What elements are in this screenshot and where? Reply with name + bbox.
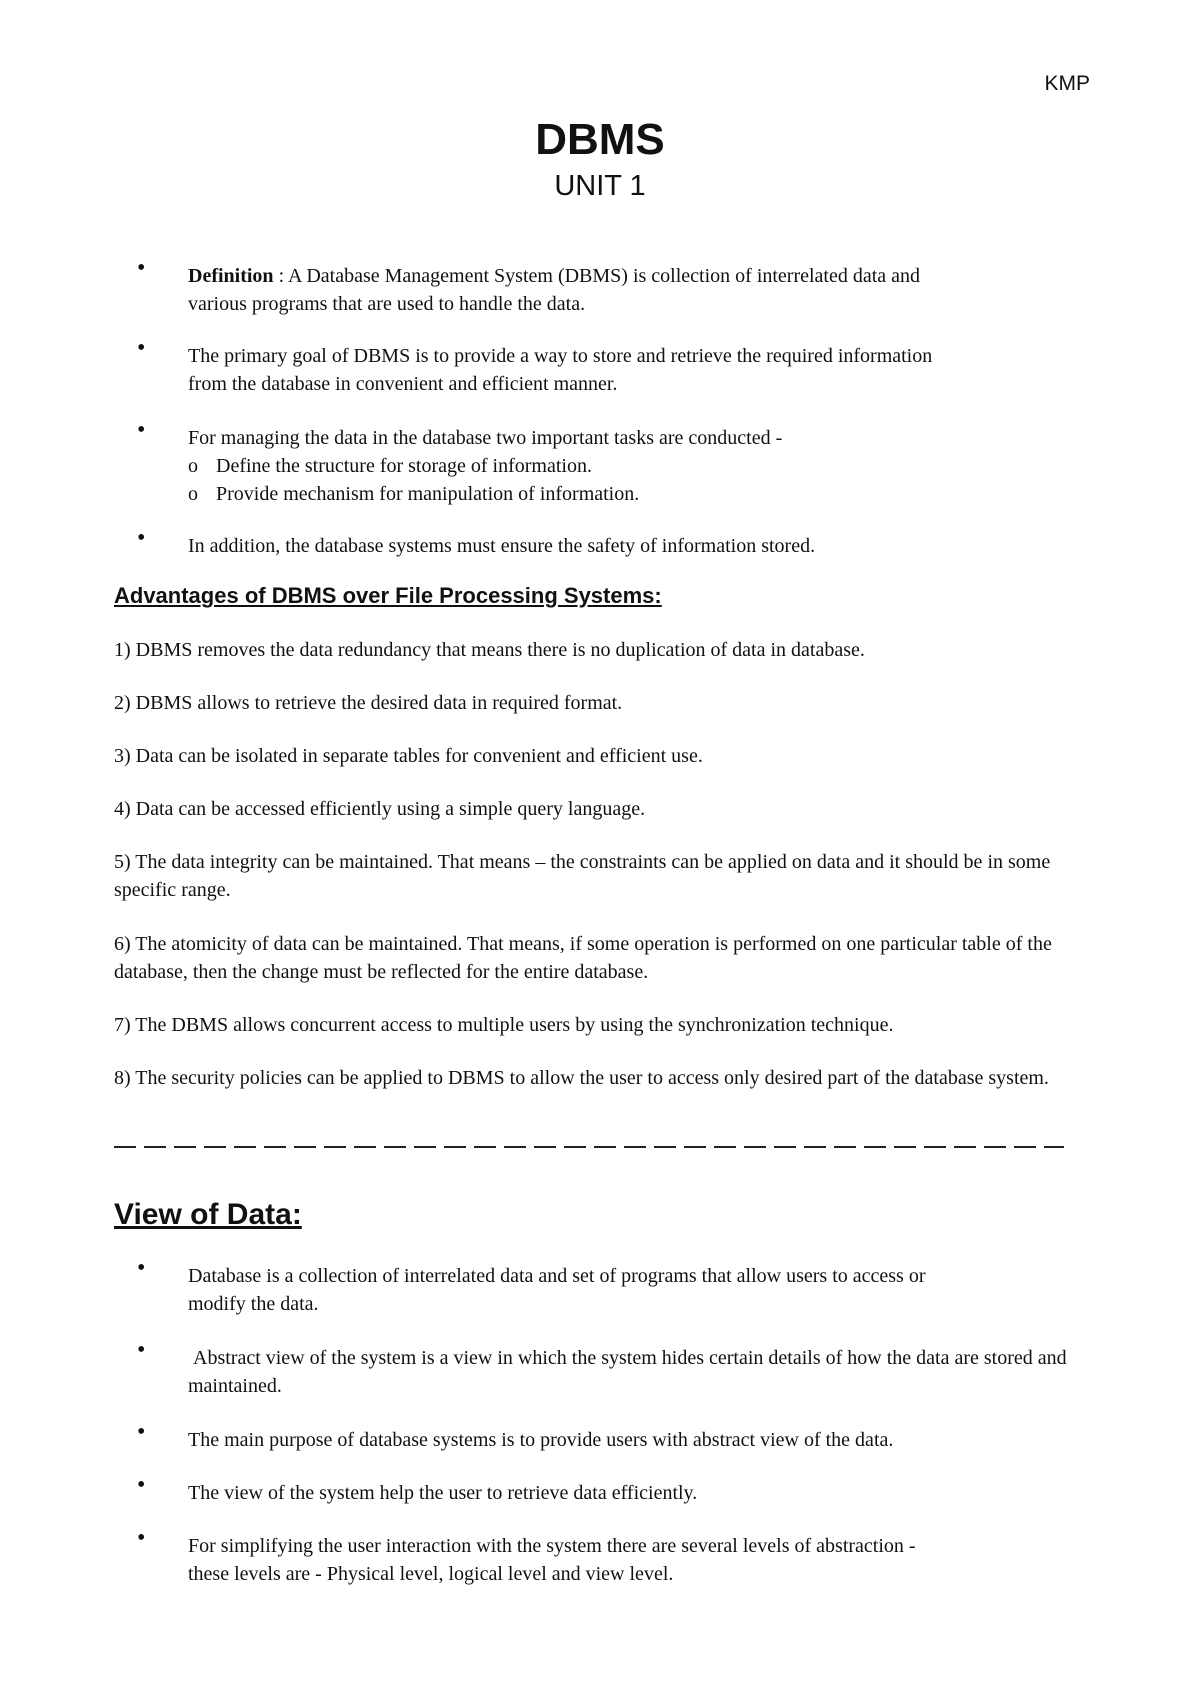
sub-item-text: Define the structure for storage of information. <box>216 455 592 477</box>
sub-marker-icon: o <box>188 455 198 477</box>
bullet-icon: • <box>137 1255 146 1281</box>
advantage-item-7: 7) The DBMS allows concurrent access to multiple users by using the synchronization technique. <box>114 1014 894 1036</box>
advantages-heading: Advantages of DBMS over File Processing Systems: <box>114 583 662 608</box>
sub-item-provide-mechanism <box>188 480 1088 508</box>
bullet-icon: • <box>137 525 146 551</box>
bullet-icon: • <box>137 335 146 361</box>
bullet-icon: • <box>137 1525 146 1551</box>
bullet-text: In addition, the database systems must ensure the safety of information stored. <box>188 535 816 557</box>
bullet-text: The view of the system help the user to retrieve data efficiently. <box>188 1482 698 1504</box>
bullet-icon: • <box>137 417 146 443</box>
sub-marker-icon: o <box>188 483 198 505</box>
bullet-text: The primary goal of DBMS is to provide a way to store and retrieve the required information from the database in convenient and efficient manner. <box>188 345 933 395</box>
sub-item-text: Provide mechanism for manipulation of information. <box>216 483 640 505</box>
view-of-data-heading: View of Data: <box>114 1198 302 1231</box>
header-initials: KMP <box>1044 72 1090 95</box>
definition-label: Definition <box>188 265 274 287</box>
bullet-icon: • <box>137 1419 146 1445</box>
advantage-item-6: 6) The atomicity of data can be maintained. That means, if some operation is performed on one particular table of the database, then the change must be reflected for the entire database. <box>114 933 1052 983</box>
bullet-icon: • <box>137 1337 146 1363</box>
definition-text: : A Database Management System (DBMS) is collection of interrelated data and various programs that are used to handle the data. <box>188 265 921 315</box>
bullet-icon: • <box>137 1472 146 1498</box>
bullet-text: For simplifying the user interaction with the system there are several levels of abstraction - these levels are - Physical level, logical level and view level. <box>188 1535 916 1585</box>
advantage-item-3: 3) Data can be isolated in separate tables for convenient and efficient use. <box>114 745 703 767</box>
page-subtitle: UNIT 1 <box>554 170 646 202</box>
advantage-item-5: 5) The data integrity can be maintained. That means – the constraints can be applied on data and it should be in some specific range. <box>114 851 1051 901</box>
advantage-item-8: 8) The security policies can be applied to DBMS to allow the user to access only desired part of the database system. <box>114 1067 1049 1089</box>
bullet-text: Abstract view of the system is a view in which the system hides certain details of how the data are stored and maintained. <box>188 1347 1072 1397</box>
sub-item-define-structure <box>188 452 1088 480</box>
page-title: DBMS <box>535 115 665 164</box>
advantage-item-1: 1) DBMS removes the data redundancy that means there is no duplication of data in database. <box>114 639 865 661</box>
advantage-item-2: 2) DBMS allows to retrieve the desired data in required format. <box>114 692 623 714</box>
section-divider <box>114 1146 1064 1148</box>
bullet-text: Database is a collection of interrelated data and set of programs that allow users to access or modify the data. <box>188 1265 926 1315</box>
bullet-icon: • <box>137 255 146 281</box>
bullet-text: The main purpose of database systems is to provide users with abstract view of the data. <box>188 1429 894 1451</box>
bullet-text: For managing the data in the database two important tasks are conducted - <box>188 427 783 449</box>
advantage-item-4: 4) Data can be accessed efficiently using a simple query language. <box>114 798 646 820</box>
